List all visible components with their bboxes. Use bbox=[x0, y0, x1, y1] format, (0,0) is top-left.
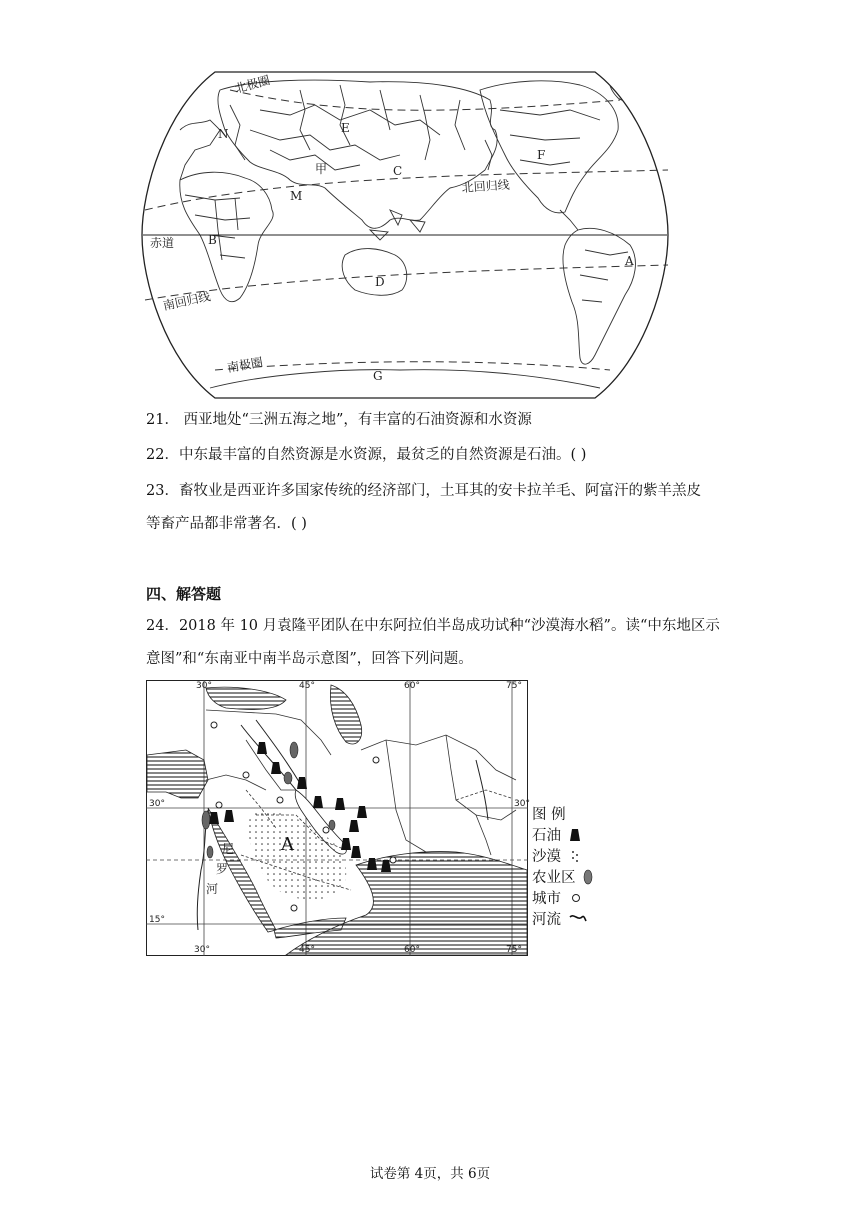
page-footer: 试卷第 4页，共 6页 bbox=[369, 1166, 491, 1182]
city-symbol bbox=[373, 757, 379, 763]
section-title: 四、解答题 bbox=[146, 585, 222, 603]
lon-label-30-bottom: 30° bbox=[194, 945, 210, 955]
legend-city bbox=[532, 889, 612, 910]
city-symbol bbox=[291, 905, 297, 911]
lon-label-60-bottom: 60° bbox=[404, 945, 420, 955]
question-21: 21． 西亚地处“三洲五海之地”，有丰富的石油资源和水资源 bbox=[146, 412, 532, 428]
tropic-capricorn-label: 南回归线 bbox=[161, 289, 212, 313]
question-22: 22．中东最丰富的自然资源是水资源，最贫乏的自然资源是石油。( ) bbox=[146, 447, 587, 463]
legend-desert-label: 沙漠 bbox=[532, 849, 561, 865]
question-23-line1: 23．畜牧业是西亚许多国家传统的经济部门，土耳其的安卡拉羊毛、阿富汗的紫羊羔皮 bbox=[146, 483, 701, 499]
region-label-A: A bbox=[625, 254, 634, 268]
city-symbol bbox=[277, 797, 283, 803]
legend-oil bbox=[532, 826, 612, 847]
agri-area bbox=[284, 772, 292, 784]
tropic-cancer-label: 北回归线 bbox=[461, 177, 511, 195]
legend-river bbox=[532, 910, 612, 931]
lon-label-75: 75° bbox=[506, 681, 522, 691]
legend-city-label: 城市 bbox=[532, 891, 561, 907]
region-label-N: N bbox=[218, 127, 229, 141]
region-label-M: M bbox=[290, 189, 303, 203]
arctic-label: 北极圈 bbox=[233, 73, 272, 96]
question-24-line2: 意图”和“东南亚中南半岛示意图”，回答下列问题。 bbox=[146, 651, 473, 667]
city-symbol bbox=[216, 802, 222, 808]
city-symbol bbox=[211, 722, 217, 728]
lat-label-30-right: 30° bbox=[514, 799, 530, 809]
river-icon bbox=[569, 913, 587, 925]
agri-area bbox=[207, 846, 213, 858]
lon-label-60: 60° bbox=[404, 681, 420, 691]
legend-river-label: 河流 bbox=[532, 912, 561, 928]
agri-area bbox=[202, 811, 210, 829]
region-label-G: G bbox=[373, 369, 383, 383]
antarctic-label: 南极圈 bbox=[226, 354, 264, 375]
question-23-line2: 等畜产品都非常著名．( ) bbox=[146, 516, 307, 532]
agri-area bbox=[329, 820, 335, 830]
equator-label: 赤道 bbox=[150, 236, 175, 250]
region-label-C: C bbox=[393, 164, 403, 178]
lat-label-30: 30° bbox=[149, 799, 165, 809]
lat-label-15: 15° bbox=[149, 915, 165, 925]
legend-agri bbox=[532, 868, 612, 889]
question-24-line1: 24．2018 年 10 月袁隆平团队在中东阿拉伯半岛成功试种“沙漠海水稻”。读“中东地区示 bbox=[146, 618, 720, 634]
desert-icon bbox=[569, 849, 581, 863]
region-label-jia: 甲 bbox=[315, 162, 328, 176]
city-symbol bbox=[243, 772, 249, 778]
world-map bbox=[140, 70, 670, 400]
oil-icon bbox=[569, 828, 581, 842]
region-label-A: A bbox=[281, 834, 294, 855]
mediterranean-sea bbox=[147, 750, 208, 798]
lon-label-45: 45° bbox=[299, 681, 315, 691]
lon-label-30: 30° bbox=[196, 681, 212, 691]
legend-title: 图 例 bbox=[532, 807, 566, 823]
region-label-B: B bbox=[208, 233, 217, 247]
nile-label-1: 尼 bbox=[222, 842, 235, 856]
city-icon bbox=[570, 892, 582, 904]
lon-label-45-bottom: 45° bbox=[299, 945, 315, 955]
nile-label-3: 河 bbox=[206, 882, 219, 896]
map-legend bbox=[532, 805, 612, 931]
legend-desert bbox=[532, 847, 612, 868]
city-symbol bbox=[323, 827, 329, 833]
region-label-D: D bbox=[375, 275, 385, 289]
city-symbol bbox=[390, 857, 396, 863]
region-label-F: F bbox=[537, 148, 546, 162]
legend-agri-label: 农业区 bbox=[532, 870, 576, 886]
nile-label-2: 罗 bbox=[216, 862, 229, 876]
agriculture-icon bbox=[582, 869, 594, 885]
legend-oil-label: 石油 bbox=[532, 828, 561, 844]
agri-area bbox=[290, 742, 298, 758]
middle-east-map bbox=[146, 680, 528, 956]
region-label-E: E bbox=[341, 121, 350, 135]
lon-label-75-bottom: 75° bbox=[506, 945, 522, 955]
